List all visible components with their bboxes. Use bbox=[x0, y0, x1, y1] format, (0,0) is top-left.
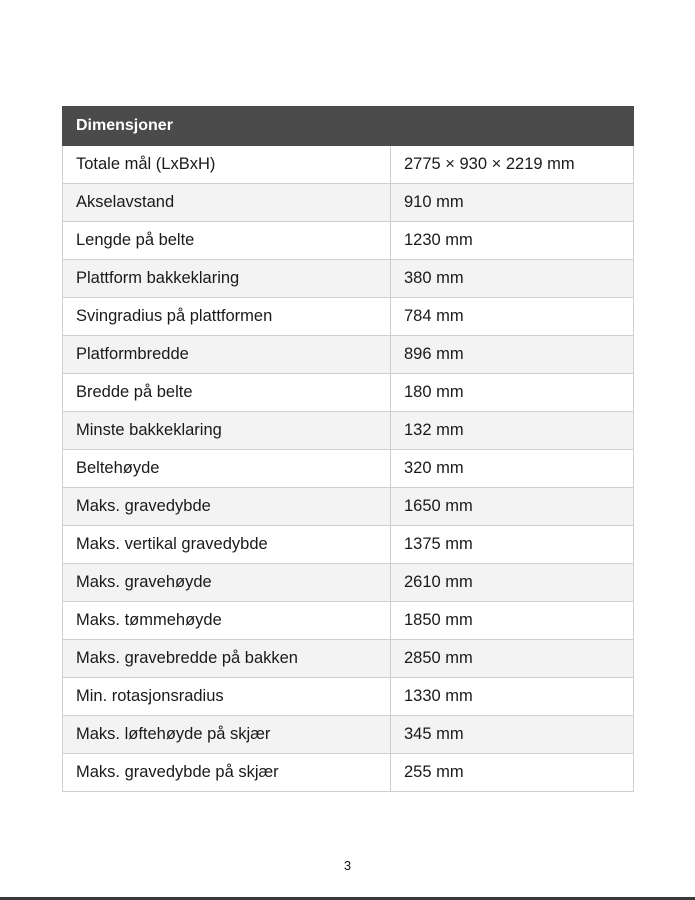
row-value: 1230 mm bbox=[391, 222, 634, 260]
table-row bbox=[63, 526, 634, 564]
table-row bbox=[63, 602, 634, 640]
row-label: Bredde på belte bbox=[63, 374, 391, 412]
table-row bbox=[63, 488, 634, 526]
row-value: 2850 mm bbox=[391, 640, 634, 678]
row-label: Maks. gravebredde på bakken bbox=[63, 640, 391, 678]
table-header-label: Dimensjoner bbox=[63, 107, 391, 146]
row-label: Maks. gravedybde på skjær bbox=[63, 754, 391, 792]
row-value: 380 mm bbox=[391, 260, 634, 298]
row-value: 320 mm bbox=[391, 450, 634, 488]
row-label: Lengde på belte bbox=[63, 222, 391, 260]
dimensions-table bbox=[62, 106, 634, 792]
table-row bbox=[63, 412, 634, 450]
row-label: Maks. løftehøyde på skjær bbox=[63, 716, 391, 754]
row-value: 1375 mm bbox=[391, 526, 634, 564]
row-value: 784 mm bbox=[391, 298, 634, 336]
table-row bbox=[63, 374, 634, 412]
row-label: Beltehøyde bbox=[63, 450, 391, 488]
row-value: 255 mm bbox=[391, 754, 634, 792]
row-label: Min. rotasjonsradius bbox=[63, 678, 391, 716]
row-value: 345 mm bbox=[391, 716, 634, 754]
row-value: 1330 mm bbox=[391, 678, 634, 716]
row-value: 2610 mm bbox=[391, 564, 634, 602]
row-label: Totale mål (LxBxH) bbox=[63, 146, 391, 184]
table-row bbox=[63, 640, 634, 678]
table-row bbox=[63, 146, 634, 184]
table-row bbox=[63, 754, 634, 792]
row-value: 2775 × 930 × 2219 mm bbox=[391, 146, 634, 184]
row-label: Plattform bakkeklaring bbox=[63, 260, 391, 298]
table-row bbox=[63, 716, 634, 754]
row-label: Maks. gravedybde bbox=[63, 488, 391, 526]
row-label: Maks. vertikal gravedybde bbox=[63, 526, 391, 564]
row-label: Maks. gravehøyde bbox=[63, 564, 391, 602]
page-number: 3 bbox=[343, 858, 352, 873]
table-header-row bbox=[63, 107, 634, 146]
row-label: Maks. tømmehøyde bbox=[63, 602, 391, 640]
table-header-value bbox=[391, 107, 634, 146]
row-value: 180 mm bbox=[391, 374, 634, 412]
row-value: 132 mm bbox=[391, 412, 634, 450]
row-label: Svingradius på plattformen bbox=[63, 298, 391, 336]
table-row bbox=[63, 564, 634, 602]
row-label: Minste bakkeklaring bbox=[63, 412, 391, 450]
table-row bbox=[63, 450, 634, 488]
table-row bbox=[63, 260, 634, 298]
table-row bbox=[63, 222, 634, 260]
row-value: 1850 mm bbox=[391, 602, 634, 640]
row-value: 910 mm bbox=[391, 184, 634, 222]
table-row bbox=[63, 298, 634, 336]
row-label: Akselavstand bbox=[63, 184, 391, 222]
table-row bbox=[63, 184, 634, 222]
row-label: Platformbredde bbox=[63, 336, 391, 374]
row-value: 896 mm bbox=[391, 336, 634, 374]
table-row bbox=[63, 678, 634, 716]
table-body bbox=[63, 146, 634, 792]
row-value: 1650 mm bbox=[391, 488, 634, 526]
table-row bbox=[63, 336, 634, 374]
